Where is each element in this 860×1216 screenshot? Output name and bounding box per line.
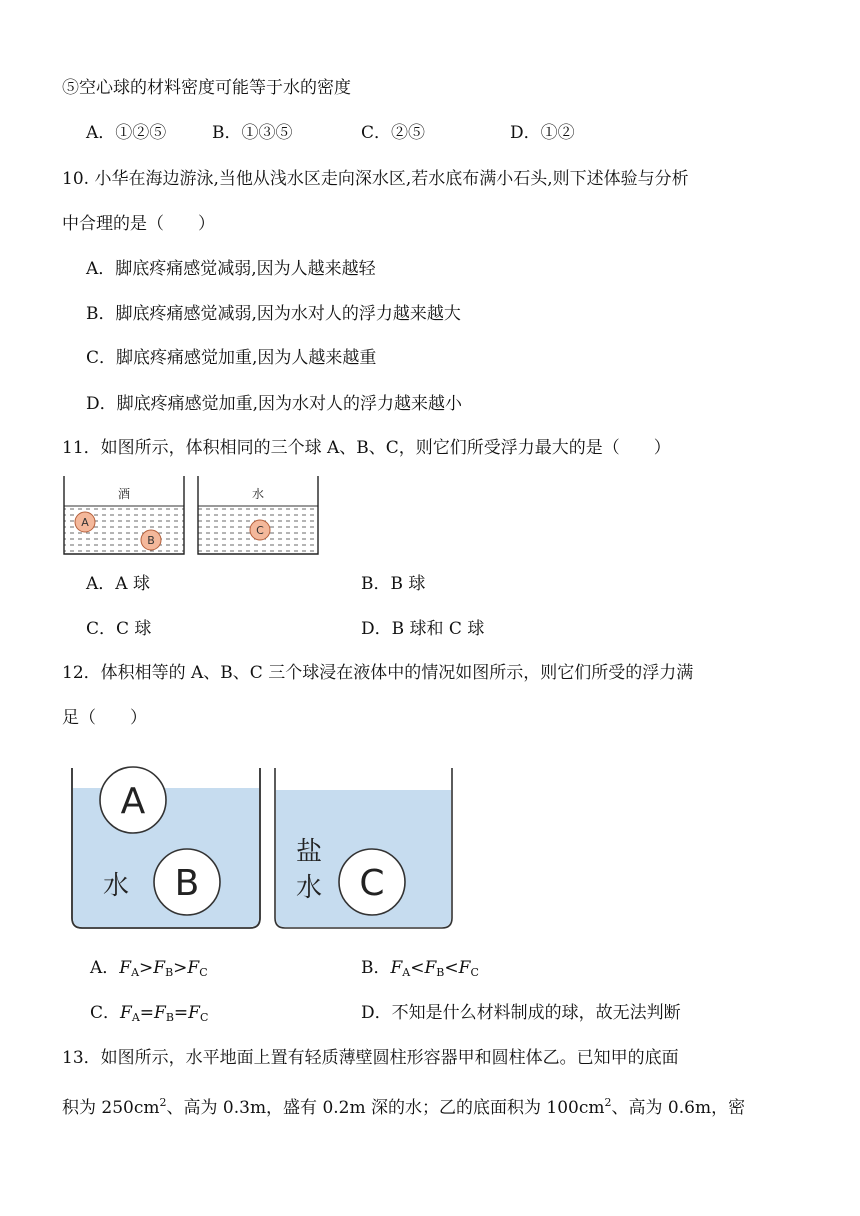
q11-right-liquid-label: 水 [251, 487, 265, 501]
q12-option-b: B．$F_A<F_B<F_C$ [361, 958, 479, 979]
q9-option-d: D．①② [510, 123, 575, 143]
q10-stem-line1: 10. 小华在海边游泳,当他从浅水区走向深水区,若水底布满小石头,则下述体验与分析 [62, 169, 689, 189]
q12-ball-a-label: A [120, 781, 146, 822]
q11-option-c: C．C 球 [86, 619, 152, 639]
q9-option-c: C．②⑤ [361, 123, 426, 143]
q11-beaker-left [64, 476, 184, 554]
q13-line1: 13．如图所示，水平地面上置有轻质薄壁圆柱形容器甲和圆柱体乙。已知甲的底面 [62, 1048, 679, 1068]
q10-option-c: C．脚底疼痛感觉加重,因为人越来越重 [86, 348, 377, 368]
q12-option-c: C．$F_A=F_B=F_C$ [90, 1003, 209, 1024]
q12-ball-c-label: C [359, 863, 385, 904]
q10-option-a: A．脚底疼痛感觉减弱,因为人越来越轻 [86, 259, 376, 279]
q12-ball-b-label: B [174, 863, 200, 904]
q11-option-b: B．B 球 [361, 574, 426, 594]
q9-statement-5: ⑤空心球的材料密度可能等于水的密度 [62, 78, 351, 98]
q11-ball-c-label: C [256, 524, 264, 537]
q12-stem-line1: 12．体积相等的 A、B、C 三个球浸在液体中的情况如图所示，则它们所受的浮力满 [62, 663, 694, 683]
q11-figure [62, 476, 338, 556]
q9-option-a: A．①②⑤ [86, 123, 167, 143]
q11-ball-a-label: A [81, 516, 89, 529]
q11-ball-b-label: B [147, 534, 155, 547]
q12-option-d: D．不知是什么材料制成的球，故无法判断 [361, 1003, 681, 1023]
q13-line2: 积为 $250cm^2$、高为 0.3m，盛有 0.2m 深的水；乙的底面积为 $100cm^2$、高为 0.6m，密 [62, 1096, 746, 1118]
q11-option-d: D．B 球和 C 球 [361, 619, 485, 639]
q11-stem: 11．如图所示，体积相同的三个球 A、B、C，则它们所受浮力最大的是（ ） [62, 438, 671, 458]
q11-left-liquid-label: 酒 [117, 487, 131, 501]
q12-right-liquid-label-2: 水 [295, 873, 323, 903]
q12-figure [66, 758, 466, 938]
q12-option-a: A．$F_A>F_B>F_C$ [90, 958, 208, 979]
q10-option-b: B．脚底疼痛感觉减弱,因为水对人的浮力越来越大 [86, 304, 461, 324]
q11-beaker-right [198, 476, 318, 554]
q10-stem-line2: 中合理的是（ ） [62, 214, 215, 234]
q12-left-liquid-label: 水 [102, 871, 130, 901]
q12-stem-line2: 足（ ） [62, 708, 147, 728]
q12-container-right [275, 768, 452, 928]
q12-container-left [72, 767, 260, 928]
q12-right-liquid-label-1: 盐 [295, 837, 323, 867]
q9-option-b: B．①③⑤ [212, 123, 293, 143]
q10-option-d: D．脚底疼痛感觉加重,因为水对人的浮力越来越小 [86, 394, 463, 414]
q11-option-a: A．A 球 [86, 574, 150, 594]
